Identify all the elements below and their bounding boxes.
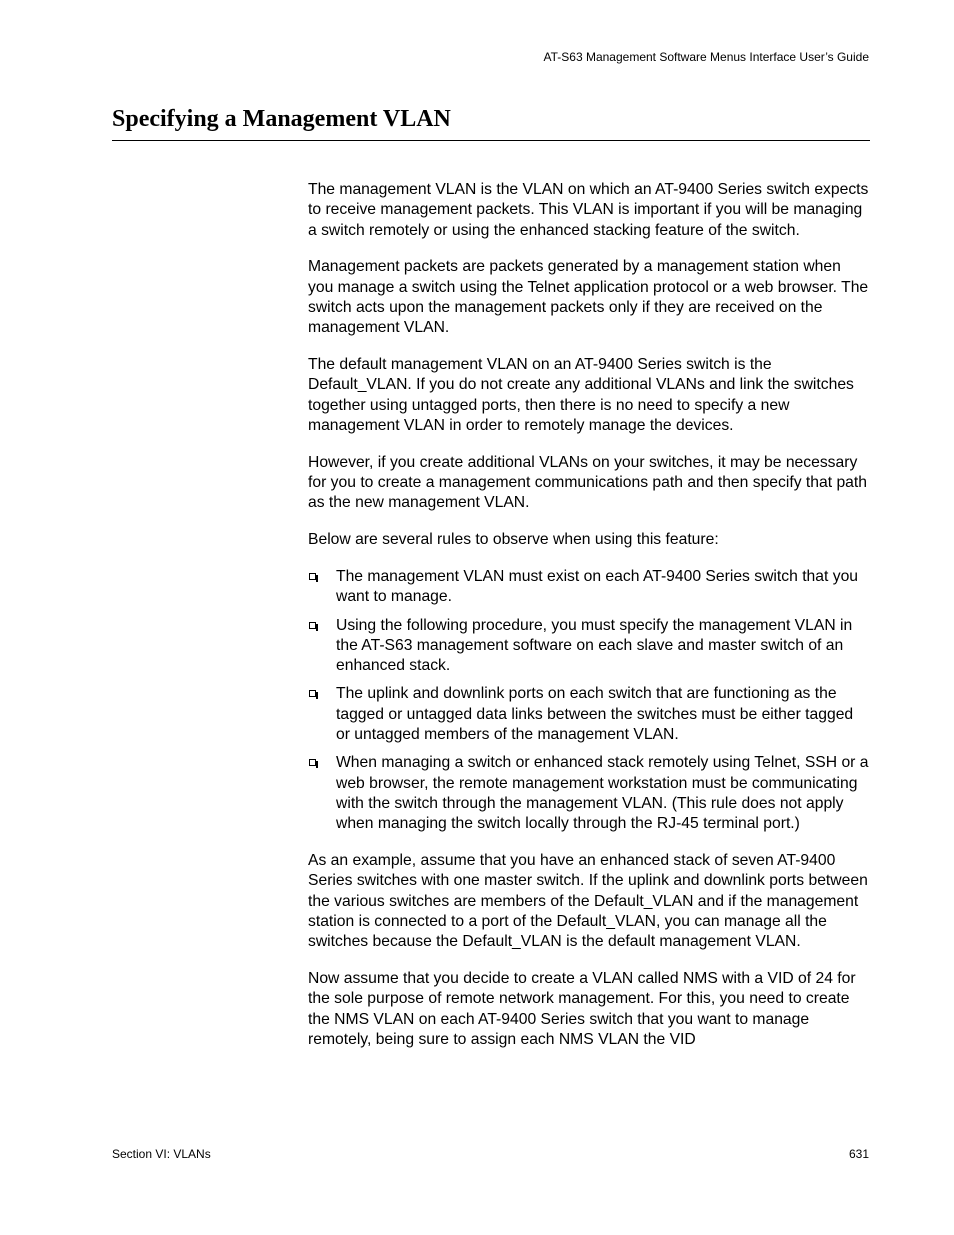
paragraph: Now assume that you decide to create a VLAN called NMS with a VID of 24 for the sole purpose of remote network management. For this, you need to create the NMS VLAN on each AT-9400 Series switch that you want to manage remotely, being sure to assign each NMS VLAN the VID — [308, 970, 856, 1048]
running-header: AT-S63 Management Software Menus Interface User’s Guide — [543, 50, 869, 64]
checkbox-bullet-icon — [309, 759, 316, 766]
title-rule — [112, 140, 870, 141]
section-title: Specifying a Management VLAN — [112, 106, 451, 132]
paragraph: As an example, assume that you have an enhanced stack of seven AT-9400 Series switches with one master switch. If the uplink and downlink ports between the various switches are members of the Default_VLAN and if the management station is connected to a port of the Default_VLAN, you can manage all the switches because the Default_VLAN is the default management VLAN. — [308, 852, 868, 951]
footer-section: Section VI: VLANs — [112, 1147, 211, 1161]
paragraph: However, if you create additional VLANs on your switches, it may be necessary for you to create a management communications path and then specify that path as the new management VLAN. — [308, 453, 867, 512]
checkbox-bullet-icon — [309, 573, 316, 580]
paragraph: The management VLAN is the VLAN on which an AT-9400 Series switch expects to receive management packets. This VLAN is important if you will be managing a switch remotely or using the enhanced stacking feature of the switch. — [308, 181, 869, 239]
list-item — [308, 684, 870, 745]
paragraph: The default management VLAN on an AT-9400 Series switch is the Default_VLAN. If you do not create any additional VLANs and link the switches together using untagged ports, then there is no need to specify a new management VLAN in order to remotely manage the devices. — [308, 356, 854, 434]
list-item-text: When managing a switch or enhanced stack remotely using Telnet, SSH or a web browser, the remote management workstation must be communicating with the switch through the management VLAN. (This rule does not apply when managing the switch locally through the RJ-45 terminal port.) — [336, 754, 869, 833]
body-text — [308, 180, 870, 1067]
list-item — [308, 753, 870, 834]
checkbox-bullet-icon — [309, 690, 316, 697]
page-number: 631 — [848, 1147, 869, 1161]
paragraph: Management packets are packets generated by a management station when you manage a switch using the Telnet application protocol or a web browser. The switch acts upon the management packets only if they are received on the management VLAN. — [308, 258, 869, 337]
checkbox-bullet-icon — [309, 622, 316, 629]
list-item-text: The uplink and downlink ports on each switch that are functioning as the tagged or untagged data links between the switches must be either tagged or untagged members of the management VLAN. — [336, 685, 854, 744]
paragraph: Below are several rules to observe when using this feature: — [308, 531, 719, 549]
list-item-text: The management VLAN must exist on each AT-9400 Series switch that you want to manage. — [336, 567, 859, 606]
list-item — [308, 567, 870, 608]
list-item-text: Using the following procedure, you must specify the management VLAN in the AT-S63 management software on each slave and master switch of an enhanced stack. — [336, 616, 853, 675]
list-item — [308, 616, 870, 677]
rules-list — [308, 567, 870, 835]
